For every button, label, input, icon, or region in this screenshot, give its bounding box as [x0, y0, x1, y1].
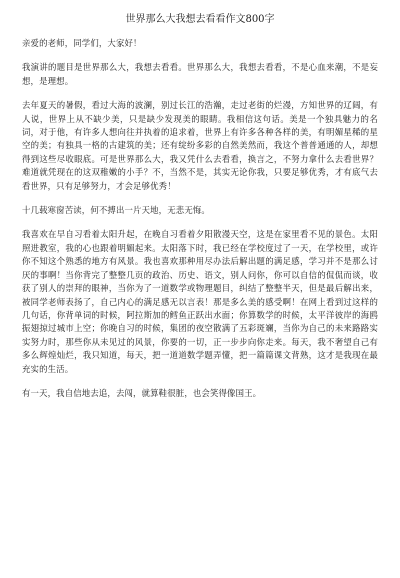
document-title: 世界那么大我想去看看作文800字: [125, 14, 275, 25]
paragraph-summer: 去年夏天的暑假，看过大海的波澜，别过长江的浩瀚，走过老街的烂漫，方知世界的辽阔，有人说，世界上从不缺少美，只是缺少发现美的眼睛。我相信这句话。美是一个独具魅力的名词，对于他，有许多人想向往并执着的追求着，世界上有许多各种各样的美，有明媚星稀的星空的美；有独具一格的古建筑的美；还有绽纷多彩的自然美然而，我这个普普通通的人，却想得到这些尽收眼底。可是世界那么大，我又凭什么去看看，换言之，不努力拿什么去看世界？难道就凭现在的这双稚嫩的小手？不，当然不是，其实无论你我，只要足够优秀，才有底气去看世界，只有足够努力，才会足够优秀！: [22, 100, 378, 191]
paragraph-closing: 有一天，我自信地去追，去闯，就算鞋很脏，也会笑得像国王。: [22, 387, 262, 398]
paragraph-school-life: 我喜欢在早自习看着太阳升起，在晚自习看着夕阳散漫天空，这是在家里看不见的景色。太阳照进教室，我的心也跟着明媚起来。太阳落下时，我已经在学校度过了一天，在学校里，或许你不知这个熟悉的地方有风景。我也喜欢那种用尽办法后解出题的满足感，学习并不是那么讨厌的事啊！当你背完了整整几页的政治、历史、语文，别人问你，你可以自信的侃侃而谈，收获了别人的崇拜的眼神，当你为了一道数学或物理题目，纠结了整整半天，但是最后解出来，被同学老师表扬了，自己内心的满足感无以言表！那是多么美的感受啊！在网上看到过这样的几句话，你背单词的时候，阿拉斯加的鳕鱼正跃出水面；你算数学的时候，太平洋彼岸的海鸥振翅掠过城市上空；你晚自习的时候，集团的夜空散满了五彩斑斓，当你为自己的未来路路实实努力时，那些你从未见过的风景，你要的一切，正一步步向你走来。每天，我不奢望自己有多么辉煌灿烂，我只知道，每天，把一道道数学题弄懂，把一篇篇课文背熟，这才是我现在最充实的生活。: [22, 229, 378, 374]
paragraph-study-years: 十几载寒窗苦读，何不搏出一片天地，无悲无悔。: [22, 205, 210, 216]
paragraph-topic: 我演讲的题目是世界那么大，我想去看看。世界那么大，我想去看看，不是心血来潮，不是妄想，是理想。: [22, 62, 378, 86]
paragraph-greeting: 亲爱的老师，同学们，大家好！: [22, 38, 142, 48]
